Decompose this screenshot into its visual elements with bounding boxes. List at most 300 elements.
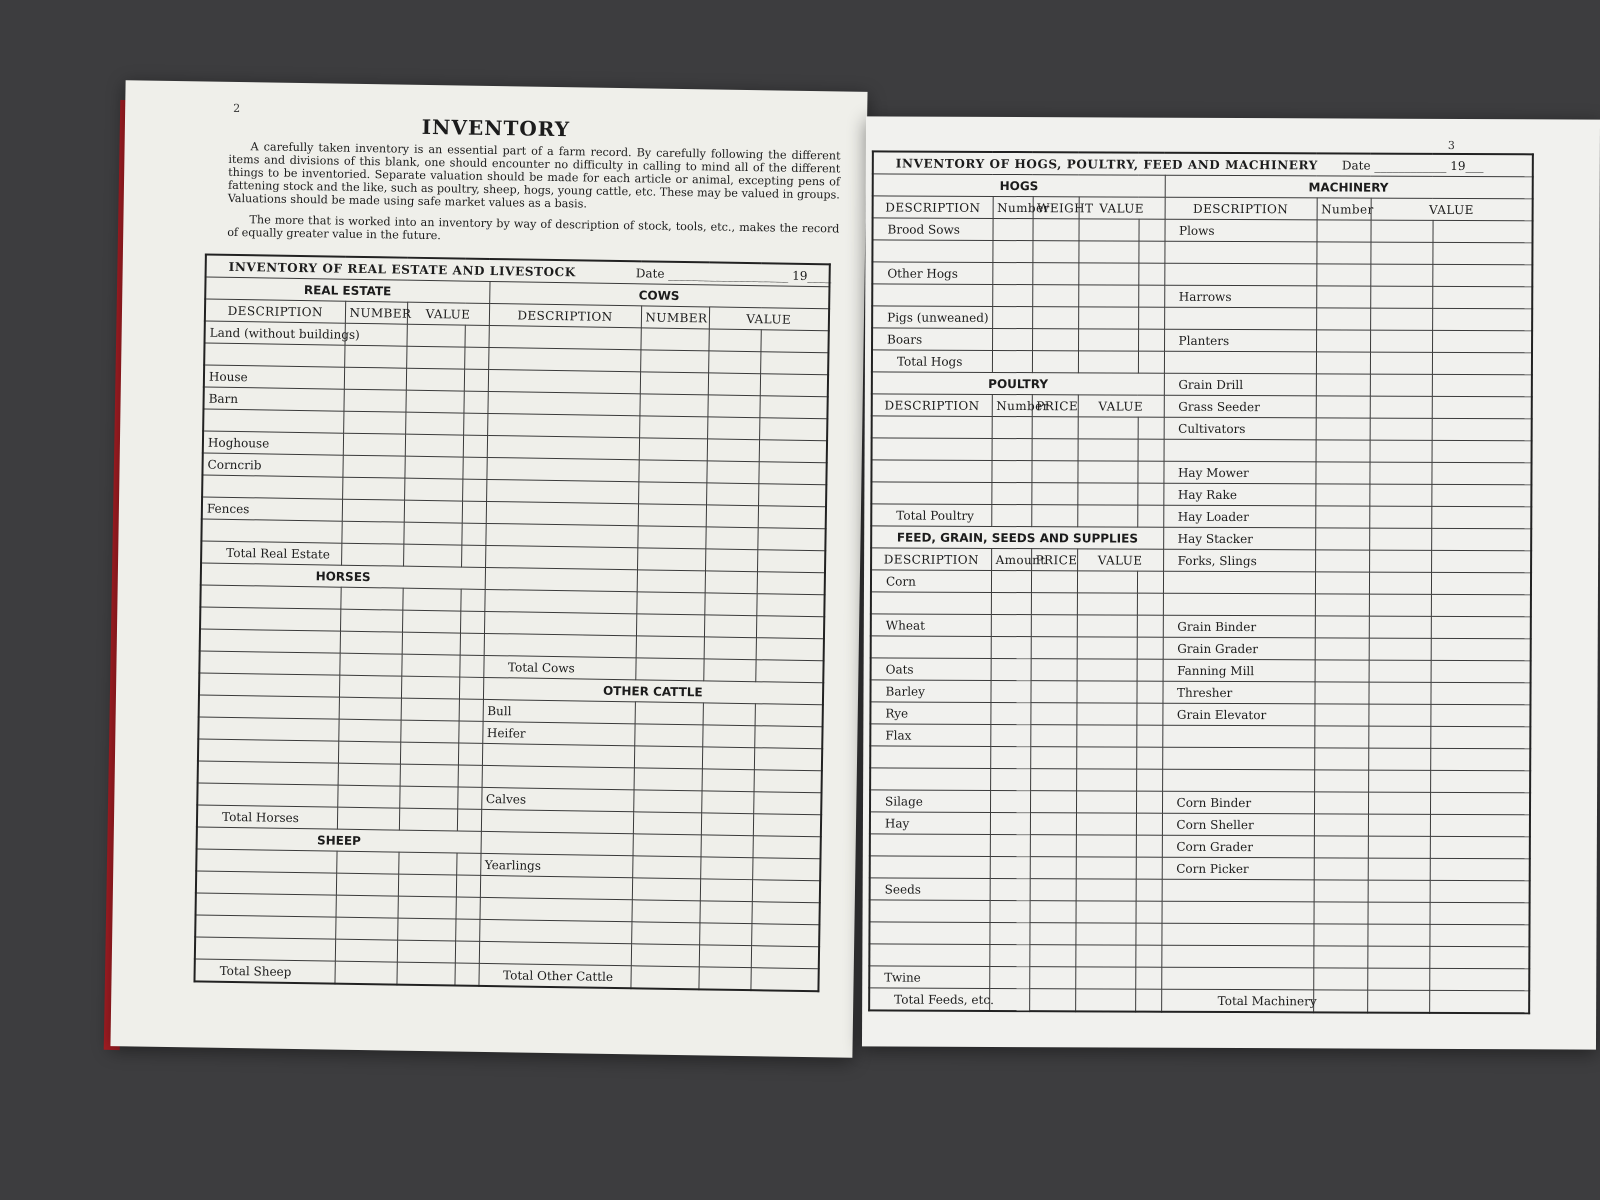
value-field[interactable] <box>1430 792 1530 814</box>
value-field[interactable] <box>344 367 406 390</box>
value-field[interactable] <box>338 719 400 742</box>
value-field[interactable] <box>990 834 1030 856</box>
value-field[interactable] <box>1031 505 1077 527</box>
value-field[interactable] <box>1430 748 1530 770</box>
value-field[interactable] <box>639 438 707 461</box>
value-field[interactable] <box>1430 726 1530 748</box>
value-field[interactable] <box>1078 263 1138 285</box>
value-field[interactable] <box>1031 593 1077 615</box>
value-field[interactable] <box>1138 439 1164 461</box>
value-field[interactable] <box>1368 748 1430 770</box>
value-field[interactable] <box>1370 308 1432 330</box>
value-field[interactable] <box>1369 484 1431 506</box>
value-field[interactable] <box>704 593 756 616</box>
value-field[interactable] <box>1136 835 1162 857</box>
value-field[interactable] <box>460 611 484 633</box>
value-field[interactable] <box>707 395 759 418</box>
value-field[interactable] <box>1076 813 1136 835</box>
value-field[interactable] <box>699 901 751 924</box>
value-field[interactable] <box>1368 792 1430 814</box>
value-field[interactable] <box>639 394 707 417</box>
value-field[interactable] <box>991 570 1031 592</box>
value-field[interactable] <box>1430 858 1530 880</box>
value-field[interactable] <box>1429 968 1529 990</box>
value-field[interactable] <box>1316 440 1370 462</box>
value-field[interactable] <box>759 396 827 419</box>
value-field[interactable] <box>1315 506 1369 528</box>
value-field[interactable] <box>341 521 403 544</box>
value-field[interactable] <box>335 917 397 940</box>
value-field[interactable] <box>758 506 826 529</box>
value-field[interactable] <box>1136 769 1162 791</box>
value-field[interactable] <box>1316 220 1370 242</box>
value-field[interactable] <box>701 791 753 814</box>
value-field[interactable] <box>1368 902 1430 924</box>
value-field[interactable] <box>1138 285 1164 307</box>
value-field[interactable] <box>1161 967 1313 990</box>
value-field[interactable] <box>461 523 485 545</box>
value-field[interactable] <box>1368 726 1430 748</box>
value-field[interactable] <box>400 720 458 743</box>
value-field[interactable] <box>398 874 456 897</box>
value-field[interactable] <box>1369 572 1431 594</box>
value-field[interactable] <box>1031 615 1077 637</box>
value-field[interactable] <box>1431 660 1531 682</box>
value-field[interactable] <box>992 416 1032 438</box>
value-field[interactable] <box>1370 330 1432 352</box>
value-field[interactable] <box>1432 220 1532 242</box>
value-field[interactable] <box>1136 725 1162 747</box>
value-field[interactable] <box>1316 374 1370 396</box>
value-field[interactable] <box>1314 726 1368 748</box>
value-field[interactable] <box>402 632 460 655</box>
value-field[interactable] <box>1369 506 1431 528</box>
value-field[interactable] <box>1314 836 1368 858</box>
value-field[interactable] <box>1369 550 1431 572</box>
value-field[interactable] <box>1076 725 1136 747</box>
value-field[interactable] <box>1077 483 1137 505</box>
value-field[interactable] <box>1432 286 1532 308</box>
value-field[interactable] <box>1367 990 1429 1013</box>
value-field[interactable] <box>1432 374 1532 396</box>
value-field[interactable] <box>464 347 488 369</box>
value-field[interactable] <box>760 352 828 375</box>
value-field[interactable] <box>698 967 750 990</box>
value-field[interactable] <box>992 328 1032 350</box>
value-field[interactable] <box>754 726 822 749</box>
value-field[interactable] <box>757 572 825 595</box>
value-field[interactable] <box>760 330 828 353</box>
value-field[interactable] <box>1370 242 1432 264</box>
value-field[interactable] <box>1368 682 1430 704</box>
value-field[interactable] <box>637 548 705 571</box>
value-field[interactable] <box>1032 263 1078 285</box>
value-field[interactable] <box>1030 681 1076 703</box>
value-field[interactable] <box>1029 989 1075 1012</box>
value-field[interactable] <box>396 962 454 985</box>
value-field[interactable] <box>706 461 758 484</box>
value-field[interactable] <box>1030 879 1076 901</box>
value-field[interactable] <box>343 411 405 434</box>
value-field[interactable] <box>1076 879 1136 901</box>
value-field[interactable] <box>704 615 756 638</box>
value-field[interactable] <box>699 945 751 968</box>
value-field[interactable] <box>457 787 481 809</box>
value-field[interactable] <box>463 413 487 435</box>
value-field[interactable] <box>702 725 754 748</box>
value-field[interactable] <box>704 637 756 660</box>
value-field[interactable] <box>634 768 702 791</box>
value-field[interactable] <box>990 724 1030 746</box>
value-field[interactable] <box>1077 615 1137 637</box>
value-field[interactable] <box>402 588 460 611</box>
value-field[interactable] <box>991 592 1031 614</box>
date-field[interactable]: Date ____________ 19___ <box>1341 157 1484 173</box>
value-field[interactable] <box>1431 638 1531 660</box>
value-field[interactable] <box>1369 594 1431 616</box>
value-field[interactable] <box>989 988 1029 1011</box>
value-field[interactable] <box>1430 814 1530 836</box>
value-field[interactable] <box>1138 307 1164 329</box>
value-field[interactable] <box>638 504 706 527</box>
value-field[interactable] <box>337 807 399 830</box>
value-field[interactable] <box>1032 285 1078 307</box>
value-field[interactable] <box>1077 593 1137 615</box>
value-field[interactable] <box>1076 703 1136 725</box>
value-field[interactable] <box>1368 880 1430 902</box>
value-field[interactable] <box>458 721 482 743</box>
value-field[interactable] <box>1077 505 1137 527</box>
value-field[interactable] <box>1078 219 1138 241</box>
value-field[interactable] <box>1315 660 1369 682</box>
value-field[interactable] <box>1430 704 1530 726</box>
value-field[interactable] <box>989 944 1029 966</box>
value-field[interactable] <box>342 499 404 522</box>
value-field[interactable] <box>992 350 1032 372</box>
value-field[interactable] <box>991 636 1031 658</box>
value-field[interactable] <box>1031 659 1077 681</box>
value-field[interactable] <box>1316 264 1370 286</box>
value-field[interactable] <box>1078 307 1138 329</box>
value-field[interactable] <box>1135 967 1161 989</box>
value-field[interactable] <box>989 922 1029 944</box>
value-field[interactable] <box>401 698 459 721</box>
value-field[interactable] <box>1078 351 1138 373</box>
value-field[interactable] <box>1077 461 1137 483</box>
value-field[interactable] <box>1137 483 1163 505</box>
value-field[interactable] <box>1135 945 1161 967</box>
value-field[interactable] <box>1369 528 1431 550</box>
value-field[interactable] <box>991 614 1031 636</box>
value-field[interactable] <box>1137 615 1163 637</box>
value-field[interactable] <box>341 543 403 566</box>
value-field[interactable] <box>339 653 401 676</box>
value-field[interactable] <box>1030 703 1076 725</box>
value-field[interactable] <box>339 675 401 698</box>
value-field[interactable] <box>756 616 824 639</box>
value-field[interactable] <box>1137 659 1163 681</box>
value-field[interactable] <box>1138 329 1164 351</box>
value-field[interactable] <box>406 346 464 369</box>
value-field[interactable] <box>1368 704 1430 726</box>
value-field[interactable] <box>756 594 824 617</box>
value-field[interactable] <box>1429 924 1529 946</box>
value-field[interactable] <box>1137 505 1163 527</box>
value-field[interactable] <box>705 549 757 572</box>
value-field[interactable] <box>638 460 706 483</box>
value-field[interactable] <box>759 418 827 441</box>
value-field[interactable] <box>1369 616 1431 638</box>
value-field[interactable] <box>1314 682 1368 704</box>
value-field[interactable] <box>1432 440 1532 462</box>
value-field[interactable] <box>630 966 698 990</box>
value-field[interactable] <box>1315 550 1369 572</box>
value-field[interactable] <box>632 878 700 901</box>
value-field[interactable] <box>1430 902 1530 924</box>
value-field[interactable] <box>1077 571 1137 593</box>
value-field[interactable] <box>1161 945 1313 968</box>
value-field[interactable] <box>1313 946 1367 968</box>
value-field[interactable] <box>1314 858 1368 880</box>
value-field[interactable] <box>458 743 482 765</box>
value-field[interactable] <box>1136 681 1162 703</box>
value-field[interactable] <box>1076 857 1136 879</box>
value-field[interactable] <box>1032 219 1078 241</box>
value-field[interactable] <box>344 345 406 368</box>
value-field[interactable] <box>1313 968 1367 990</box>
value-field[interactable] <box>1030 813 1076 835</box>
value-field[interactable] <box>1432 396 1532 418</box>
value-field[interactable] <box>1368 836 1430 858</box>
value-field[interactable] <box>1314 748 1368 770</box>
value-field[interactable] <box>640 350 708 373</box>
value-field[interactable] <box>1314 770 1368 792</box>
value-field[interactable] <box>1030 791 1076 813</box>
value-field[interactable] <box>755 704 823 727</box>
value-field[interactable] <box>1368 858 1430 880</box>
value-field[interactable] <box>990 900 1030 922</box>
value-field[interactable] <box>990 812 1030 834</box>
value-field[interactable] <box>637 570 705 593</box>
value-field[interactable] <box>1077 659 1137 681</box>
value-field[interactable] <box>460 589 484 611</box>
value-field[interactable] <box>707 439 759 462</box>
value-field[interactable] <box>1430 682 1530 704</box>
value-field[interactable] <box>340 631 402 654</box>
value-field[interactable] <box>1076 747 1136 769</box>
value-field[interactable] <box>1030 747 1076 769</box>
value-field[interactable] <box>399 786 457 809</box>
value-field[interactable] <box>1138 417 1164 439</box>
value-field[interactable] <box>455 897 479 919</box>
value-field[interactable] <box>1314 792 1368 814</box>
value-field[interactable] <box>339 697 401 720</box>
value-field[interactable] <box>991 658 1031 680</box>
value-field[interactable] <box>701 835 753 858</box>
value-field[interactable] <box>1075 945 1135 967</box>
value-field[interactable] <box>1138 263 1164 285</box>
value-field[interactable] <box>1135 989 1161 1012</box>
value-field[interactable] <box>1432 418 1532 440</box>
value-field[interactable] <box>1031 637 1077 659</box>
value-field[interactable] <box>400 742 458 765</box>
value-field[interactable] <box>706 505 758 528</box>
value-field[interactable] <box>756 638 824 661</box>
value-field[interactable] <box>753 814 821 837</box>
value-field[interactable] <box>1315 616 1369 638</box>
value-field[interactable] <box>1076 791 1136 813</box>
value-field[interactable] <box>1370 396 1432 418</box>
value-field[interactable] <box>1078 439 1138 461</box>
value-field[interactable] <box>637 526 705 549</box>
value-field[interactable] <box>1136 703 1162 725</box>
value-field[interactable] <box>1137 461 1163 483</box>
value-field[interactable] <box>1370 220 1432 242</box>
value-field[interactable] <box>1369 462 1431 484</box>
value-field[interactable] <box>1032 329 1078 351</box>
value-field[interactable] <box>343 433 405 456</box>
value-field[interactable] <box>1138 351 1164 373</box>
value-field[interactable] <box>1432 352 1532 374</box>
value-field[interactable] <box>461 545 485 567</box>
value-field[interactable] <box>343 389 405 412</box>
value-field[interactable] <box>1138 219 1164 241</box>
value-field[interactable] <box>462 479 486 501</box>
value-field[interactable] <box>462 501 486 523</box>
value-field[interactable] <box>1316 396 1370 418</box>
value-field[interactable] <box>459 699 483 721</box>
value-field[interactable] <box>338 763 400 786</box>
value-field[interactable] <box>635 658 703 681</box>
value-field[interactable] <box>753 792 821 815</box>
value-field[interactable] <box>1315 462 1369 484</box>
value-field[interactable] <box>1313 924 1367 946</box>
value-field[interactable] <box>403 522 461 545</box>
value-field[interactable] <box>401 676 459 699</box>
value-field[interactable] <box>992 240 1032 262</box>
value-field[interactable] <box>1313 990 1367 1013</box>
value-field[interactable] <box>1030 835 1076 857</box>
value-field[interactable] <box>751 946 819 969</box>
value-field[interactable] <box>706 483 758 506</box>
value-field[interactable] <box>1315 572 1369 594</box>
value-field[interactable] <box>990 878 1030 900</box>
value-field[interactable] <box>1316 242 1370 264</box>
value-field[interactable] <box>990 746 1030 768</box>
value-field[interactable] <box>404 478 462 501</box>
value-field[interactable] <box>992 306 1032 328</box>
value-field[interactable] <box>640 372 708 395</box>
value-field[interactable] <box>752 858 820 881</box>
value-field[interactable] <box>1137 571 1163 593</box>
value-field[interactable] <box>463 391 487 413</box>
value-field[interactable] <box>1432 308 1532 330</box>
value-field[interactable] <box>1315 594 1369 616</box>
value-field[interactable] <box>1029 967 1075 989</box>
value-field[interactable] <box>402 610 460 633</box>
value-field[interactable] <box>1032 439 1078 461</box>
value-field[interactable] <box>1315 484 1369 506</box>
value-field[interactable] <box>1316 330 1370 352</box>
value-field[interactable] <box>1136 879 1162 901</box>
value-field[interactable] <box>405 434 463 457</box>
value-field[interactable] <box>406 324 464 347</box>
value-field[interactable] <box>990 856 1030 878</box>
value-field[interactable] <box>1431 462 1531 484</box>
date-field[interactable]: Date ____________________ 19____ <box>635 265 832 283</box>
value-field[interactable] <box>1369 638 1431 660</box>
value-field[interactable] <box>336 873 398 896</box>
value-field[interactable] <box>342 477 404 500</box>
value-field[interactable] <box>460 633 484 655</box>
value-field[interactable] <box>1370 286 1432 308</box>
value-field[interactable] <box>334 961 396 984</box>
value-field[interactable] <box>1032 351 1078 373</box>
value-field[interactable] <box>335 939 397 962</box>
value-field[interactable] <box>406 368 464 391</box>
value-field[interactable] <box>1315 638 1369 660</box>
value-field[interactable] <box>336 851 398 874</box>
value-field[interactable] <box>702 747 754 770</box>
value-field[interactable] <box>1137 637 1163 659</box>
value-field[interactable] <box>635 702 703 725</box>
value-field[interactable] <box>1431 528 1531 550</box>
value-field[interactable] <box>462 457 486 479</box>
value-field[interactable] <box>1077 637 1137 659</box>
value-field[interactable] <box>1078 329 1138 351</box>
value-field[interactable] <box>400 764 458 787</box>
value-field[interactable] <box>634 724 702 747</box>
value-field[interactable] <box>1432 242 1532 264</box>
value-field[interactable] <box>1369 660 1431 682</box>
value-field[interactable] <box>992 218 1032 240</box>
value-field[interactable] <box>340 609 402 632</box>
value-field[interactable] <box>700 857 752 880</box>
value-field[interactable] <box>1367 968 1429 990</box>
value-field[interactable] <box>991 482 1031 504</box>
value-field[interactable] <box>1075 923 1135 945</box>
value-field[interactable] <box>1029 923 1075 945</box>
value-field[interactable] <box>754 748 822 771</box>
value-field[interactable] <box>989 966 1029 988</box>
value-field[interactable] <box>757 550 825 573</box>
value-field[interactable] <box>1314 902 1368 924</box>
value-field[interactable] <box>456 875 480 897</box>
value-field[interactable] <box>990 680 1030 702</box>
value-field[interactable] <box>1367 946 1429 968</box>
value-field[interactable] <box>455 919 479 941</box>
value-field[interactable] <box>1032 241 1078 263</box>
value-field[interactable] <box>1430 770 1530 792</box>
value-field[interactable] <box>404 456 462 479</box>
value-field[interactable] <box>1136 813 1162 835</box>
value-field[interactable] <box>399 808 457 831</box>
value-field[interactable] <box>1432 264 1532 286</box>
value-field[interactable] <box>632 856 700 879</box>
value-field[interactable] <box>337 785 399 808</box>
value-field[interactable] <box>463 435 487 457</box>
value-field[interactable] <box>1078 417 1138 439</box>
value-field[interactable] <box>340 587 402 610</box>
value-field[interactable] <box>454 963 478 986</box>
value-field[interactable] <box>992 262 1032 284</box>
value-field[interactable] <box>1076 681 1136 703</box>
value-field[interactable] <box>760 374 828 397</box>
value-field[interactable] <box>397 940 455 963</box>
value-field[interactable] <box>991 504 1031 526</box>
value-field[interactable] <box>1030 857 1076 879</box>
value-field[interactable] <box>457 809 481 831</box>
